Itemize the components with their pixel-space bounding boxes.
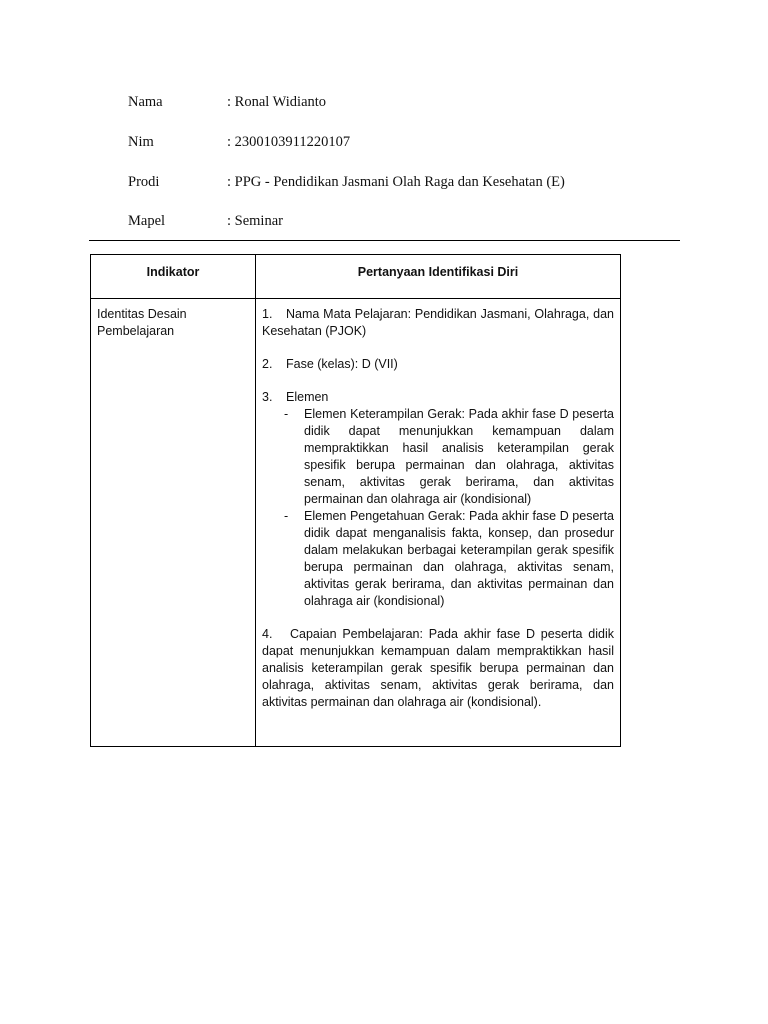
column-header-indikator: Indikator <box>146 265 200 279</box>
prodi-value: : PPG - Pendidikan Jasmani Olah Raga dan Kesehatan (E) <box>227 174 565 190</box>
nim-value: : 2300103911220107 <box>227 134 351 150</box>
list-item <box>262 626 614 711</box>
nim-label: Nim <box>128 134 154 150</box>
sub-list <box>262 406 614 610</box>
item-number: 4. <box>262 627 273 641</box>
prodi-label: Prodi <box>128 174 160 190</box>
item-number: 2. <box>262 357 273 371</box>
name-value: : Ronal Widianto <box>227 94 327 110</box>
dash-bullet: - <box>284 509 289 523</box>
identification-table <box>90 254 621 747</box>
item-text: Elemen <box>286 390 329 404</box>
sub-list-item <box>262 508 614 610</box>
item-number: 3. <box>262 390 273 404</box>
mapel-value: : Seminar <box>227 213 283 229</box>
item-text: Capaian Pembelajaran: Pada akhir fase D peserta didik dapat menunjukkan kemampuan dalam mempraktikkan hasil analisis keterampilan gerak spesifik berupa permainan dan olahraga, aktivitas senam, aktivitas gerak berirama, dan aktivitas permainan dan olahraga air (kondisional). <box>262 627 614 709</box>
item-text: Nama Mata Pelajaran: Pendidikan Jasmani, Olahraga, dan Kesehatan (PJOK) <box>262 307 614 338</box>
item-text: Fase (kelas): D (VII) <box>286 357 398 371</box>
header-row-divider <box>91 298 620 299</box>
sub-item-text: Elemen Keterampilan Gerak: Pada akhir fase D peserta didik dapat menunjukkan kemampuan dalam mempraktikkan hasil analisis keterampilan gerak spesifik berupa permainan dan olahraga, aktivitas senam, aktivitas gerak berirama, dan aktivitas permainan dan olahraga air (kondisional) <box>304 407 614 506</box>
name-label: Nama <box>128 94 163 110</box>
list-item <box>262 306 614 340</box>
dash-bullet: - <box>284 407 289 421</box>
list-item <box>262 356 614 373</box>
item-number: 1. <box>262 307 273 321</box>
column-header-pertanyaan: Pertanyaan Identifikasi Diri <box>357 265 519 279</box>
sub-list-item <box>262 406 614 508</box>
list-item <box>262 389 614 610</box>
sub-item-text: Elemen Pengetahuan Gerak: Pada akhir fase D peserta didik dapat menganalisis fakta, konsep, dan prosedur dalam melakukan berbagai keterampilan gerak spesifik berupa permainan dan olahraga, aktivitas senam, aktivitas gerak berirama, dan aktivitas permainan dan olahraga air (kondisional) <box>304 509 614 608</box>
indicator-cell: Identitas Desain Pembelajaran <box>97 307 187 338</box>
header-divider <box>89 240 680 241</box>
column-divider <box>255 255 256 746</box>
mapel-label: Mapel <box>128 213 166 229</box>
questions-cell <box>262 306 614 711</box>
